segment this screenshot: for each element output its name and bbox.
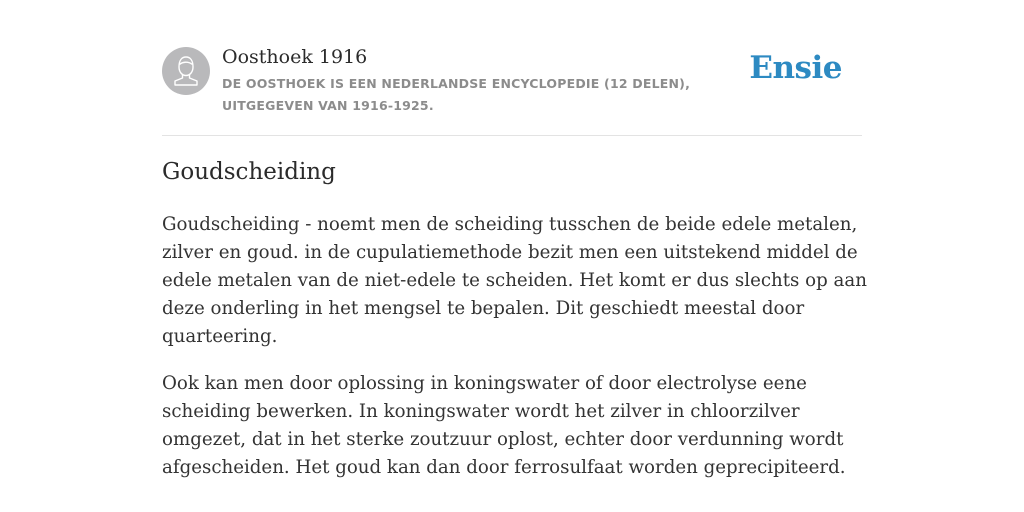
source-title[interactable]: Oosthoek 1916 <box>222 46 368 68</box>
entry-body <box>162 211 868 501</box>
entry-paragraph: Ook kan men door oplossing in koningswater of door electrolyse eene scheiding bewerken. In koningswater wordt het zilver in chloorzilver omgezet, dat in het sterke zoutzuur oplost, echter door verdunning wordt afgescheiden. Het goud kan dan door ferrosulfaat worden geprecipiteerd. <box>162 373 846 478</box>
entry-title: Goudscheiding <box>162 159 336 185</box>
entry-paragraph: Goudscheiding - noemt men de scheiding tusschen de beide edele metalen, zilver en goud. in de cupulatiemethode bezit men een uitstekend middel de edele metalen van de niet-edele te scheiden. Het komt er dus slechts op aan deze onderling in het mengsel te bepalen. Dit geschiedt meestal door quarteering. <box>162 214 867 347</box>
ensie-logo-link[interactable]: Ensie <box>749 50 842 86</box>
source-header <box>162 0 862 136</box>
source-description: DE OOSTHOEK IS EEN NEDERLANDSE ENCYCLOPEDIE (12 DELEN), UITGEGEVEN VAN 1916-1925. <box>222 76 691 113</box>
page-container <box>162 0 867 478</box>
user-icon <box>162 47 210 95</box>
avatar[interactable] <box>162 47 210 95</box>
